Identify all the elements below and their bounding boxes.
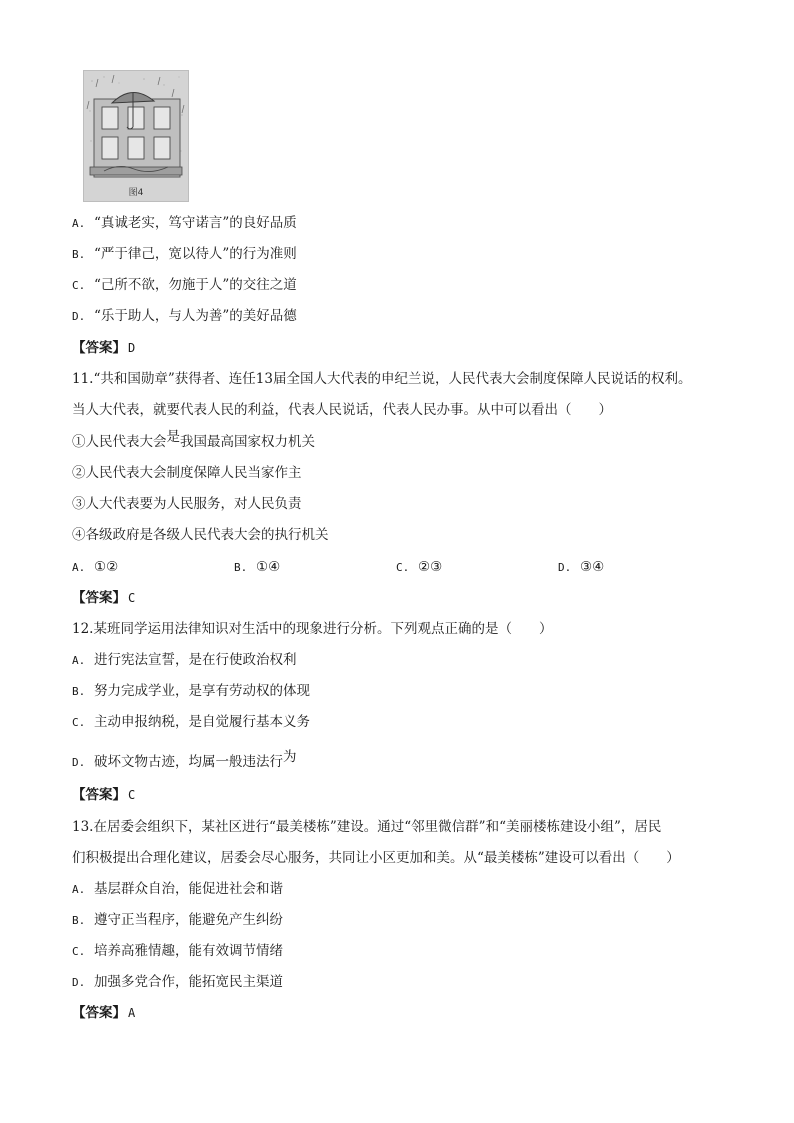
option-letter: A. bbox=[72, 217, 86, 230]
q10-option-c bbox=[72, 276, 297, 295]
answer-label: 【答案】 bbox=[72, 787, 126, 803]
option-letter: B. bbox=[72, 685, 86, 698]
q11-statement-1 bbox=[72, 429, 315, 451]
option-letter: D. bbox=[72, 756, 86, 769]
option-text: 主动申报纳税，是自觉履行基本义务 bbox=[94, 714, 310, 730]
q13-option-b bbox=[72, 911, 283, 930]
option-letter: A. bbox=[72, 654, 86, 667]
option-letter: D. bbox=[72, 310, 86, 323]
q10-option-b bbox=[72, 245, 297, 264]
q11-stem-line-1: 11.“共和国勋章”获得者、连任13届全国人大代表的申纪兰说，人民代表大会制度保障人民说话的权利。 bbox=[72, 371, 692, 387]
q11-stem-line-2: 当人大代表，就要代表人民的利益，代表人民说话，代表人民办事。从中可以看出（ ） bbox=[72, 402, 612, 418]
q10-option-d bbox=[72, 307, 297, 326]
q12-option-a bbox=[72, 651, 297, 670]
q11-choice-a bbox=[72, 558, 118, 577]
statement-text: 是 bbox=[166, 429, 180, 445]
q11-statement-4: ④各级政府是各级人民代表大会的执行机关 bbox=[72, 527, 329, 543]
answer-value: C bbox=[128, 788, 136, 802]
option-text: 基层群众自治，能促进社会和谐 bbox=[94, 881, 283, 897]
q13-option-d bbox=[72, 973, 283, 992]
answer-label: 【答案】 bbox=[72, 340, 126, 356]
option-text: ①② bbox=[94, 559, 119, 575]
q11-answer bbox=[72, 589, 135, 607]
q11-choice-d bbox=[558, 558, 604, 577]
option-text: “乐于助人，与人为善”的美好品德 bbox=[94, 308, 297, 324]
statement-text: 我国最高国家权力机关 bbox=[180, 434, 315, 450]
option-letter: B. bbox=[72, 914, 86, 927]
answer-label: 【答案】 bbox=[72, 1005, 126, 1021]
answer-value: C bbox=[128, 591, 136, 605]
option-text: ②③ bbox=[418, 559, 443, 575]
option-letter: C. bbox=[72, 279, 86, 292]
option-text: 为 bbox=[283, 749, 297, 765]
q12-answer bbox=[72, 786, 135, 804]
q11-choice-c bbox=[396, 558, 442, 577]
option-letter: B. bbox=[234, 561, 248, 574]
option-letter: C. bbox=[72, 716, 86, 729]
q11-statement-3: ③人大代表要为人民服务，对人民负责 bbox=[72, 496, 302, 512]
option-text: 遵守正当程序，能避免产生纠纷 bbox=[94, 912, 283, 928]
option-text: “严于律己，宽以待人”的行为准则 bbox=[94, 246, 297, 262]
q12-stem: 12.某班同学运用法律知识对生活中的现象进行分析。下列观点正确的是（ ） bbox=[72, 621, 553, 637]
q13-option-a bbox=[72, 880, 283, 899]
option-text: “己所不欲，勿施于人”的交往之道 bbox=[94, 277, 297, 293]
q11-statement-2: ②人民代表大会制度保障人民当家作主 bbox=[72, 465, 302, 481]
q13-stem-line-2: 们积极提出合理化建议，居委会尽心服务，共同让小区更加和美。从“最美楼栋”建设可以看出（ ） bbox=[72, 850, 680, 866]
statement-text: ①人民代表大会 bbox=[72, 434, 167, 450]
q12-option-b bbox=[72, 682, 310, 701]
q13-stem-line-1: 13.在居委会组织下，某社区进行“最美楼栋”建设。通过“邻里微信群”和“美丽楼栋建设小组”，居民 bbox=[72, 819, 662, 835]
figure-4-drawing bbox=[84, 71, 188, 201]
option-letter: C. bbox=[72, 945, 86, 958]
option-text: 破坏文物古迹，均属一般违法行 bbox=[94, 754, 283, 770]
q10-answer bbox=[72, 339, 135, 357]
option-letter: C. bbox=[396, 561, 410, 574]
figure-4-illustration bbox=[83, 70, 189, 202]
option-letter: B. bbox=[72, 248, 86, 261]
option-text: 进行宪法宣誓，是在行使政治权利 bbox=[94, 652, 297, 668]
q11-choice-b bbox=[234, 558, 280, 577]
option-text: “真诚老实，笃守诺言”的良好品质 bbox=[94, 215, 297, 231]
option-letter: A. bbox=[72, 883, 86, 896]
q10-option-a bbox=[72, 214, 297, 233]
q13-option-c bbox=[72, 942, 283, 961]
option-text: ①④ bbox=[256, 559, 281, 575]
option-text: 努力完成学业，是享有劳动权的体现 bbox=[94, 683, 310, 699]
option-letter: D. bbox=[72, 976, 86, 989]
answer-value: A bbox=[128, 1006, 136, 1020]
q12-option-c bbox=[72, 713, 310, 732]
figure-caption: 图4 bbox=[128, 188, 144, 198]
option-text: 加强多党合作，能拓宽民主渠道 bbox=[94, 974, 283, 990]
answer-label: 【答案】 bbox=[72, 590, 126, 606]
option-letter: D. bbox=[558, 561, 572, 574]
option-text: ③④ bbox=[580, 559, 605, 575]
answer-value: D bbox=[128, 341, 136, 355]
q13-answer bbox=[72, 1004, 135, 1022]
option-letter: A. bbox=[72, 561, 86, 574]
q12-option-d bbox=[72, 749, 297, 772]
option-text: 培养高雅情趣，能有效调节情绪 bbox=[94, 943, 283, 959]
